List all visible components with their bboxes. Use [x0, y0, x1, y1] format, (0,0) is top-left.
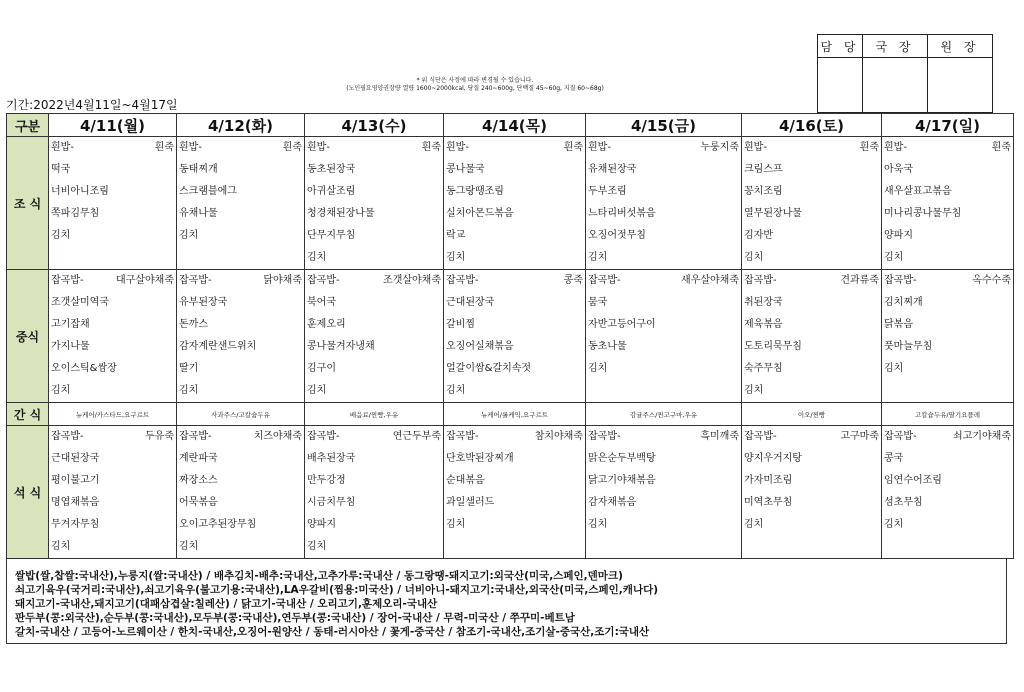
menu-cell [49, 137, 177, 270]
snack-cell: 사과주스/고칼슘두유 [177, 403, 305, 426]
menu-item: 시금치무침 [307, 497, 356, 508]
menu-item: 김치 [588, 519, 608, 530]
menu-item: 너비아니조림 [51, 186, 109, 197]
menu-item: 갈비찜 [446, 319, 475, 330]
menu-item: 조갯살미역국 [51, 297, 109, 308]
menu-item: 오징어실채볶음 [446, 341, 514, 352]
menu-item: 떡국 [51, 164, 71, 175]
menu-item: 맑은순두부백탕 [588, 453, 656, 464]
rice-item: 흰밥- [307, 142, 330, 153]
rice-porridge-line [444, 426, 585, 448]
rice-item: 흰밥- [179, 142, 202, 153]
menu-item: 유부된장국 [179, 297, 228, 308]
menu-cell [586, 270, 742, 403]
menu-item: 김치 [588, 252, 608, 263]
rice-item: 잡곡밥- [179, 275, 212, 286]
menu-item: 새우살표고볶음 [884, 186, 952, 197]
porridge-item: 흰죽 [859, 142, 879, 153]
menu-item: 김치 [179, 230, 199, 241]
snack-cell: 이오/찐빵 [742, 403, 882, 426]
menu-item: 김치 [446, 252, 466, 263]
menu-item: 도토리묵무침 [744, 341, 802, 352]
menu-notice [300, 77, 650, 93]
menu-item: 단호박된장찌개 [446, 453, 514, 464]
porridge-item: 옥수수죽 [972, 275, 1011, 286]
menu-cell [882, 270, 1014, 403]
snack-cell: 뉴케어/롤케익,요구르트 [444, 403, 586, 426]
rice-item: 잡곡밥- [588, 275, 621, 286]
menu-item: 무겨자무침 [51, 519, 100, 530]
menu-item: 아귀살조림 [307, 186, 356, 197]
origin-line: 쇠고기육우(국거리:국내산),쇠고기육우(불고기용:국내산),LA우갈비(찜용:미국산) / 너비아니-돼지고기:국내산,외국산(미국,스페인,캐나다) [15, 584, 659, 596]
menu-item: 김치 [307, 385, 327, 396]
meal-row [7, 403, 1014, 426]
menu-item: 김치 [884, 363, 904, 374]
menu-item: 청경채된장나물 [307, 208, 375, 219]
menu-item: 숙주무침 [744, 363, 783, 374]
menu-item: 양파지 [884, 230, 913, 241]
menu-item: 근대된장국 [51, 453, 100, 464]
rice-porridge-line [444, 137, 585, 159]
menu-item: 평이불고기 [51, 475, 100, 486]
meal-label: 석 식 [7, 426, 49, 559]
rice-porridge-line [305, 137, 443, 159]
porridge-item: 조갯살야채죽 [383, 275, 441, 286]
porridge-item: 새우살야채죽 [681, 275, 739, 286]
menu-item: 동초된장국 [307, 164, 356, 175]
meal-label: 간 식 [7, 403, 49, 426]
menu-cell [305, 270, 444, 403]
menu-item: 감자계란샌드위치 [179, 341, 257, 352]
meal-row [7, 270, 1014, 403]
menu-item: 닭고기야채볶음 [588, 475, 656, 486]
menu-item: 김구이 [307, 363, 336, 374]
menu-cell [177, 270, 305, 403]
rice-porridge-line [742, 426, 881, 448]
menu-cell [49, 270, 177, 403]
signature-box [928, 58, 993, 113]
day-header: 4/15(금) [586, 114, 742, 137]
menu-item: 김치 [744, 519, 764, 530]
menu-item: 오이고추된장무침 [179, 519, 257, 530]
rice-item: 흰밥- [446, 142, 469, 153]
signature-box [818, 58, 863, 113]
menu-item: 김치 [744, 385, 764, 396]
menu-cell [742, 426, 882, 559]
porridge-item: 쇠고기야채죽 [953, 431, 1011, 442]
origin-line: 판두부(콩:외국산),순두부(콩:국내산),모두부(콩:국내산),연두부(콩:국내산) / 장어-국내산 / 무력-미국산 / 쭈꾸미-베트남 [15, 612, 575, 624]
snack-cell: 감귤주스/찐고구마,우유 [586, 403, 742, 426]
rice-item: 잡곡밥- [307, 431, 340, 442]
menu-item: 김치 [179, 541, 199, 552]
menu-item: 오징어젓무침 [588, 230, 646, 241]
menu-item: 두부조림 [588, 186, 627, 197]
menu-item: 꽁치조림 [744, 186, 783, 197]
approval-table [817, 34, 993, 113]
menu-item: 근대된장국 [446, 297, 495, 308]
menu-item: 계란파국 [179, 453, 218, 464]
porridge-item: 견과류죽 [840, 275, 879, 286]
rice-item: 흰밥- [744, 142, 767, 153]
menu-item: 김치 [307, 252, 327, 263]
meal-row [7, 137, 1014, 270]
porridge-item: 대구살야채죽 [116, 275, 174, 286]
menu-item: 미나리콩나물무침 [884, 208, 962, 219]
menu-item: 명엽채볶음 [51, 497, 100, 508]
menu-item: 훈제오리 [307, 319, 346, 330]
porridge-item: 흰죽 [563, 142, 583, 153]
menu-item: 섬초무침 [884, 497, 923, 508]
menu-item: 닭볶음 [884, 319, 913, 330]
menu-item: 오이스틱&쌈장 [51, 363, 117, 374]
menu-cell [49, 426, 177, 559]
menu-item: 딸기 [179, 363, 199, 374]
menu-cell [177, 426, 305, 559]
menu-item: 뭄국 [588, 297, 608, 308]
menu-cell [305, 137, 444, 270]
menu-item: 풋마늘무침 [884, 341, 933, 352]
porridge-item: 흑미깨죽 [700, 431, 739, 442]
origin-line: 갈치-국내산 / 고등어-노르웨이산 / 한치-국내산,오징어-원양산 / 동태-러시아산 / 꽃게-중국산 / 참조기-국내산,조기살-중국산,조기:국내산 [15, 626, 650, 638]
rice-item: 잡곡밥- [588, 431, 621, 442]
menu-item: 짜장소스 [179, 475, 218, 486]
porridge-item: 흰죽 [991, 142, 1011, 153]
rice-item: 잡곡밥- [446, 275, 479, 286]
menu-item: 고기잡채 [51, 319, 90, 330]
porridge-item: 흰죽 [282, 142, 302, 153]
menu-item: 동초나물 [588, 341, 627, 352]
meal-label: 중식 [7, 270, 49, 403]
porridge-item: 누룽지죽 [700, 142, 739, 153]
rice-porridge-line [177, 270, 304, 292]
rice-item: 잡곡밥- [884, 431, 917, 442]
day-header: 4/14(목) [444, 114, 586, 137]
menu-item: 유채나물 [179, 208, 218, 219]
rice-porridge-line [742, 137, 881, 159]
menu-item: 양파지 [307, 519, 336, 530]
menu-item: 김치 [446, 519, 466, 530]
menu-cell [444, 137, 586, 270]
menu-item: 동그랑땡조림 [446, 186, 504, 197]
menu-item: 콩국 [884, 453, 904, 464]
rice-porridge-line [742, 270, 881, 292]
menu-item: 김치 [51, 385, 71, 396]
signature-box [863, 58, 928, 113]
menu-item: 김자반 [744, 230, 773, 241]
rice-item: 잡곡밥- [744, 275, 777, 286]
rice-porridge-line [586, 426, 741, 448]
rice-item: 잡곡밥- [446, 431, 479, 442]
menu-item: 아욱국 [884, 164, 913, 175]
menu-cell [882, 137, 1014, 270]
porridge-item: 고구마죽 [840, 431, 879, 442]
menu-item: 김치 [179, 385, 199, 396]
menu-item: 순대볶음 [446, 475, 485, 486]
menu-item: 동태찌개 [179, 164, 218, 175]
rice-porridge-line [305, 426, 443, 448]
rice-porridge-line [49, 270, 176, 292]
menu-item: 배추된장국 [307, 453, 356, 464]
menu-item: 취된장국 [744, 297, 783, 308]
day-header: 4/16(토) [742, 114, 882, 137]
notice-line: (노인필요영양권장량 열량 1600~2000kcal, 당질 240~600g, 단백질 45~60g, 지질 60~68g) [346, 85, 604, 92]
notice-line: * 위 식단은 사정에 따라 변경될 수 있습니다. [416, 77, 534, 84]
porridge-item: 흰죽 [421, 142, 441, 153]
approval-header-head: 원 장 [928, 35, 993, 58]
rice-item: 잡곡밥- [179, 431, 212, 442]
rice-porridge-line [882, 137, 1013, 159]
rice-porridge-line [444, 270, 585, 292]
menu-cell [444, 270, 586, 403]
snack-cell: 고칼슘두유/딸기요플레 [882, 403, 1014, 426]
menu-item: 김치찌개 [884, 297, 923, 308]
menu-item: 돈까스 [179, 319, 208, 330]
porridge-item: 두유죽 [145, 431, 174, 442]
menu-item: 단무지무침 [307, 230, 356, 241]
menu-item: 감자채볶음 [588, 497, 637, 508]
menu-item: 임연수어조림 [884, 475, 942, 486]
menu-cell [586, 137, 742, 270]
approval-header-manager: 담 당 [818, 35, 863, 58]
weekly-menu-table [6, 113, 1014, 559]
porridge-item: 치즈야채죽 [253, 431, 302, 442]
rice-item: 흰밥- [51, 142, 74, 153]
porridge-item: 흰죽 [154, 142, 174, 153]
porridge-item: 콩죽 [563, 275, 583, 286]
rice-porridge-line [49, 137, 176, 159]
rice-item: 흰밥- [884, 142, 907, 153]
menu-item: 만두강정 [307, 475, 346, 486]
origin-info [6, 558, 1007, 644]
menu-item: 김치 [884, 252, 904, 263]
rice-item: 잡곡밥- [51, 431, 84, 442]
menu-item: 쪽파김무침 [51, 208, 100, 219]
origin-line: 돼지고기-국내산,돼지고기(대패삼겹살:칠레산) / 닭고기-국내산 / 오리고기,훈제오리-국내산 [15, 598, 438, 610]
rice-porridge-line [305, 270, 443, 292]
menu-item: 락교 [446, 230, 466, 241]
menu-item: 느타리버섯볶음 [588, 208, 656, 219]
rice-porridge-line [586, 137, 741, 159]
menu-item: 양지우거지탕 [744, 453, 802, 464]
meal-label: 조 식 [7, 137, 49, 270]
menu-item: 콩나물국 [446, 164, 485, 175]
rice-item: 잡곡밥- [884, 275, 917, 286]
menu-item: 열무된장나물 [744, 208, 802, 219]
rice-porridge-line [177, 137, 304, 159]
rice-item: 잡곡밥- [744, 431, 777, 442]
menu-cell [305, 426, 444, 559]
menu-item: 콩나물겨자냉채 [307, 341, 375, 352]
rice-porridge-line [586, 270, 741, 292]
menu-item: 크림스프 [744, 164, 783, 175]
rice-porridge-line [49, 426, 176, 448]
menu-cell [742, 137, 882, 270]
menu-item: 얼갈이쌈&갈치속젓 [446, 363, 532, 374]
meal-row [7, 426, 1014, 559]
day-header: 4/12(화) [177, 114, 305, 137]
porridge-item: 닭야채죽 [263, 275, 302, 286]
menu-item: 가자미조림 [744, 475, 793, 486]
rice-item: 흰밥- [588, 142, 611, 153]
menu-item: 스크램블에그 [179, 186, 237, 197]
rice-porridge-line [882, 270, 1013, 292]
gubun-header: 구분 [7, 114, 49, 137]
menu-item: 김치 [744, 252, 764, 263]
menu-item: 과일샐러드 [446, 497, 495, 508]
rice-item: 잡곡밥- [307, 275, 340, 286]
menu-item: 김치 [51, 541, 71, 552]
menu-cell [742, 270, 882, 403]
rice-item: 잡곡밥- [51, 275, 84, 286]
menu-item: 김치 [307, 541, 327, 552]
menu-cell [177, 137, 305, 270]
snack-cell: 배음료/찐빵,우유 [305, 403, 444, 426]
menu-period: 기간:2022년4월11일~4월17일 [6, 98, 178, 112]
rice-porridge-line [882, 426, 1013, 448]
menu-item: 김치 [51, 230, 71, 241]
menu-item: 김치 [588, 363, 608, 374]
menu-item: 제육볶음 [744, 319, 783, 330]
snack-cell: 뉴케어/카스타드,요구르트 [49, 403, 177, 426]
menu-cell [882, 426, 1014, 559]
menu-cell [444, 426, 586, 559]
day-header: 4/13(수) [305, 114, 444, 137]
menu-item: 미역초무침 [744, 497, 793, 508]
menu-item: 북어국 [307, 297, 336, 308]
menu-item: 김치 [884, 519, 904, 530]
menu-cell [586, 426, 742, 559]
menu-item: 어묵볶음 [179, 497, 218, 508]
origin-line: 쌀밥(쌀,찹쌀:국내산),누룽지(쌀:국내산) / 배추김치-배추:국내산,고추가루:국내산 / 동그랑땡-돼지고기:외국산(미국,스페인,덴마크) [15, 570, 623, 582]
menu-item: 유채된장국 [588, 164, 637, 175]
menu-item: 김치 [446, 385, 466, 396]
rice-porridge-line [177, 426, 304, 448]
porridge-item: 참치야채죽 [534, 431, 583, 442]
porridge-item: 연근두부죽 [392, 431, 441, 442]
menu-item: 실치아몬드볶음 [446, 208, 514, 219]
menu-item: 가지나물 [51, 341, 90, 352]
day-header: 4/17(일) [882, 114, 1014, 137]
day-header: 4/11(월) [49, 114, 177, 137]
approval-header-director: 국 장 [863, 35, 928, 58]
menu-item: 자반고등어구이 [588, 319, 656, 330]
